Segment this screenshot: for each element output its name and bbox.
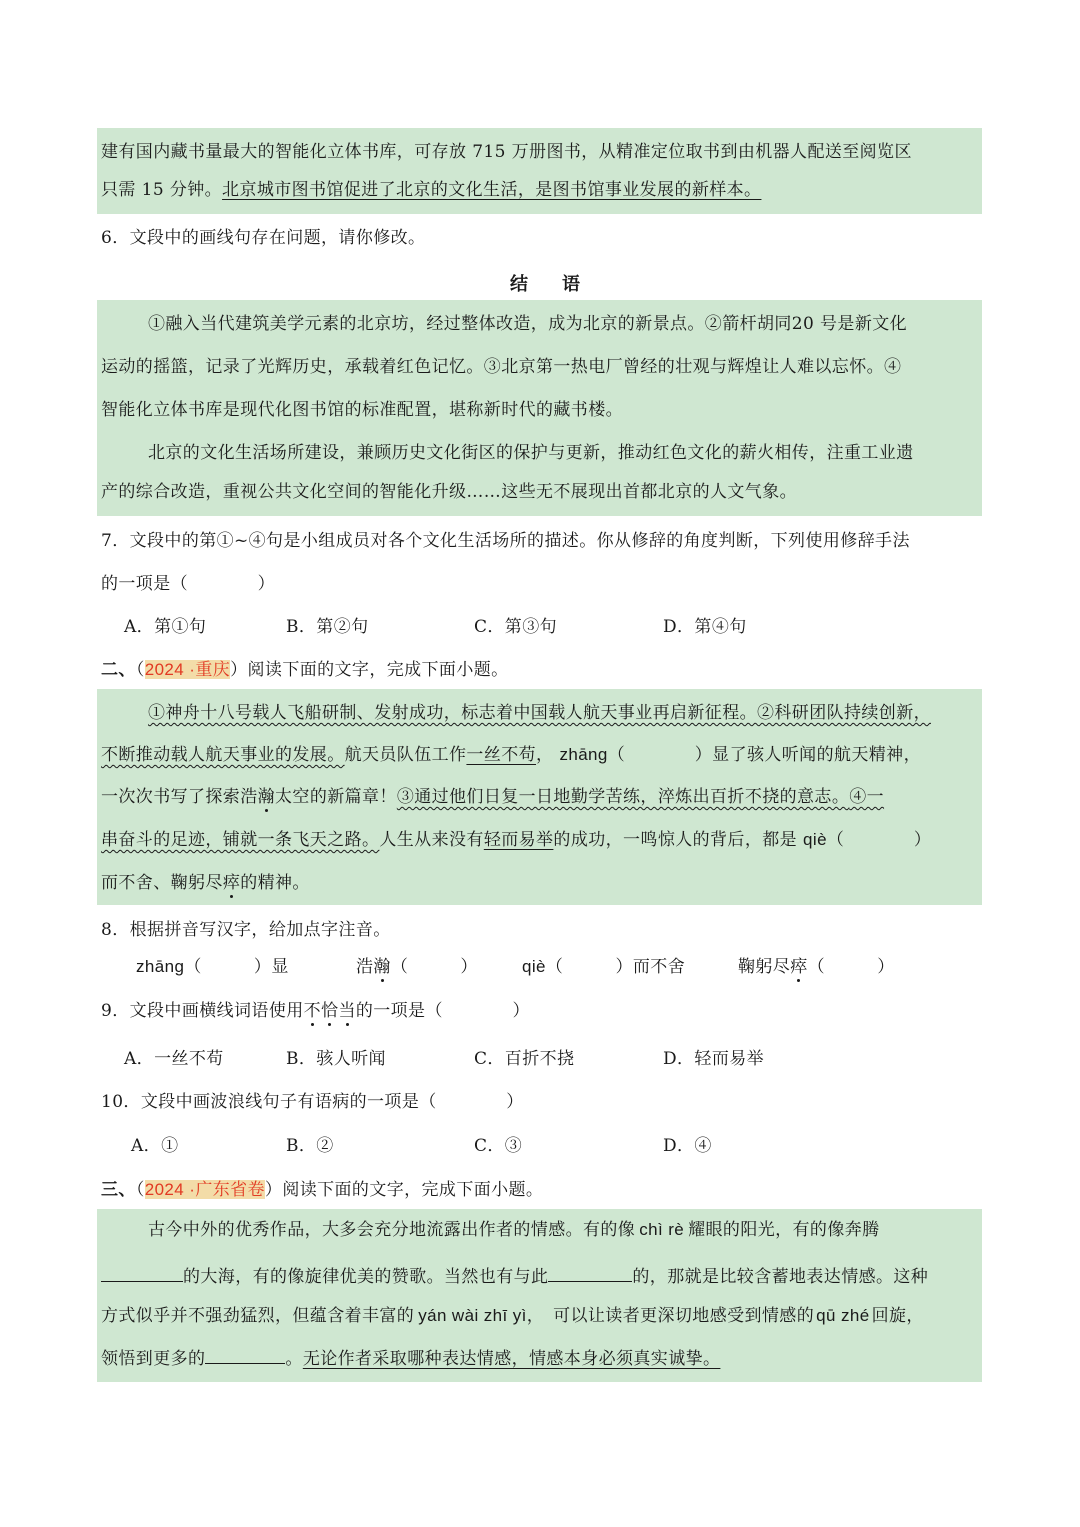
question-8-item-1: zhāng（ ）显: [136, 957, 289, 977]
source-tag: 2024 ·广东省卷: [144, 1180, 265, 1199]
passage-2-line-2: 运动的摇篮，记录了光辉历史，承载着红色记忆。③北京第一热电厂曾经的壮观与辉煌让人难以忘怀。④: [101, 357, 902, 377]
question-8-item-2: 浩瀚（ ）: [356, 957, 478, 977]
passage-1-line-2: 只需 15 分钟。北京城市图书馆促进了北京的文化生活，是图书馆事业发展的新样本。: [101, 180, 762, 200]
question-7-line-1: 7．文段中的第①~④句是小组成员对各个文化生活场所的描述。你从修辞的角度判断，下列使用修辞手法: [101, 531, 910, 551]
underlined-sentence: 无论作者采取哪种表达情感，情感本身必须真实诚挚。: [302, 1349, 721, 1369]
question-9-option-b: B．骇人听闻: [286, 1049, 386, 1069]
question-7-line-2: 的一项是（ ）: [101, 574, 275, 594]
passage-4-line-3: 方式似乎并不强劲猛烈，但蕴含着丰富的 yán wài zhī yì， 可以让读者更深切地感受到情感的 qū zhé 回旋，: [101, 1306, 924, 1326]
question-7-option-d: D．第④句: [663, 617, 747, 637]
question-7-option-b: B．第②句: [286, 617, 369, 637]
passage-3-line-1: ①神舟十八号载人飞船研制、发射成功，标志着中国载人航天事业再启新征程。②科研团队持续创新，: [148, 703, 931, 723]
question-6: 6．文段中的画线句存在问题，请你修改。: [101, 228, 426, 248]
question-10-option-a: A．①: [131, 1136, 179, 1156]
passage-2-line-1: ①融入当代建筑美学元素的北京坊，经过整体改造，成为北京的新景点。②箭杆胡同20 号是新文化: [148, 314, 908, 334]
question-8-item-4: 鞠躬尽瘁（ ）: [738, 957, 895, 977]
question-9-option-a: A．一丝不苟: [124, 1049, 224, 1069]
passage-2-line-5: 产的综合改造，重视公共文化空间的智能化升级……这些无不展现出首都北京的人文气象。: [101, 482, 797, 502]
fill-blank: [101, 1263, 183, 1282]
passage-2-line-3: 智能化立体书库是现代化图书馆的标准配置，堪称新时代的藏书楼。: [101, 400, 623, 420]
passage-3-line-3: 一次次书写了探索浩瀚太空的新篇章！③通过他们日复一日地勤学苦练，淬炼出百折不挠的意志。④一: [101, 787, 885, 807]
question-10: 10．文段中画波浪线句子有语病的一项是（ ）: [101, 1092, 524, 1112]
question-7-option-a: A．第①句: [124, 617, 207, 637]
question-8: 8．根据拼音写汉字，给加点字注音。: [101, 920, 391, 940]
passage-3-line-5: 而不舍、鞠躬尽瘁的精神。: [101, 873, 310, 893]
question-10-option-c: C．③: [474, 1136, 523, 1156]
question-10-option-b: B．②: [286, 1136, 334, 1156]
passage-3-line-4: 串奋斗的足迹，铺就一条飞天之路。人生从来没有轻而易举的成功，一鸣惊人的背后，都是 qiè（ ）: [101, 830, 932, 850]
question-8-item-3: qiè（ ）而不舍: [522, 957, 686, 977]
question-9-option-c: C．百折不挠: [474, 1049, 575, 1069]
passage-3-line-2: 不断推动载人航天事业的发展。航天员队伍工作一丝不苟， zhāng（ ）显了骇人听闻的航天精神，: [101, 745, 921, 765]
pinyin: qū zhé: [816, 1306, 870, 1325]
question-9: 9．文段中画横线词语使用不恰当的一项是（ ）: [101, 1001, 530, 1021]
passage-1-line-1: 建有国内藏书量最大的智能化立体书库，可存放 715 万册图书，从精准定位取书到由机器人配送至阅览区: [101, 142, 912, 162]
pinyin: zhāng: [559, 745, 608, 764]
pinyin: qiè: [803, 830, 827, 849]
question-9-option-d: D．轻而易举: [663, 1049, 765, 1069]
pinyin: yán wài zhī yì: [418, 1306, 527, 1325]
passage-4-line-2: 的大海，有的像旋律优美的赞歌。当然也有与此 的，那就是比较含蓄地表达情感。这种: [101, 1263, 928, 1289]
passage-2-line-4: 北京的文化生活场所建设，兼顾历史文化街区的保护与更新，推动红色文化的薪火相传，注重工业遗: [148, 443, 914, 463]
passage-4-line-4: 领悟到更多的 。无论作者采取哪种表达情感，情感本身必须真实诚挚。: [101, 1345, 720, 1371]
question-10-option-d: D．④: [663, 1136, 712, 1156]
underlined-word: 一丝不苟: [466, 745, 537, 765]
section-2-header: 二、（2024 ·重庆）阅读下面的文字，完成下面小题。: [101, 660, 509, 680]
section-title: 结 语: [510, 274, 588, 295]
pinyin: chì rè: [639, 1220, 685, 1239]
question-7-option-c: C．第③句: [474, 617, 558, 637]
passage-4-line-1: 古今中外的优秀作品，大多会充分地流露出作者的情感。有的像 chì rè 耀眼的阳光，有的像奔腾: [148, 1220, 880, 1240]
source-tag: 2024 ·重庆: [144, 660, 231, 679]
fill-blank: [205, 1345, 285, 1364]
fill-blank: [548, 1263, 632, 1282]
underlined-word: 轻而易举: [483, 830, 554, 850]
underlined-sentence: 北京城市图书馆促进了北京的文化生活，是图书馆事业发展的新样本。: [222, 180, 762, 200]
section-3-header: 三、（2024 ·广东省卷）阅读下面的文字，完成下面小题。: [101, 1180, 544, 1200]
